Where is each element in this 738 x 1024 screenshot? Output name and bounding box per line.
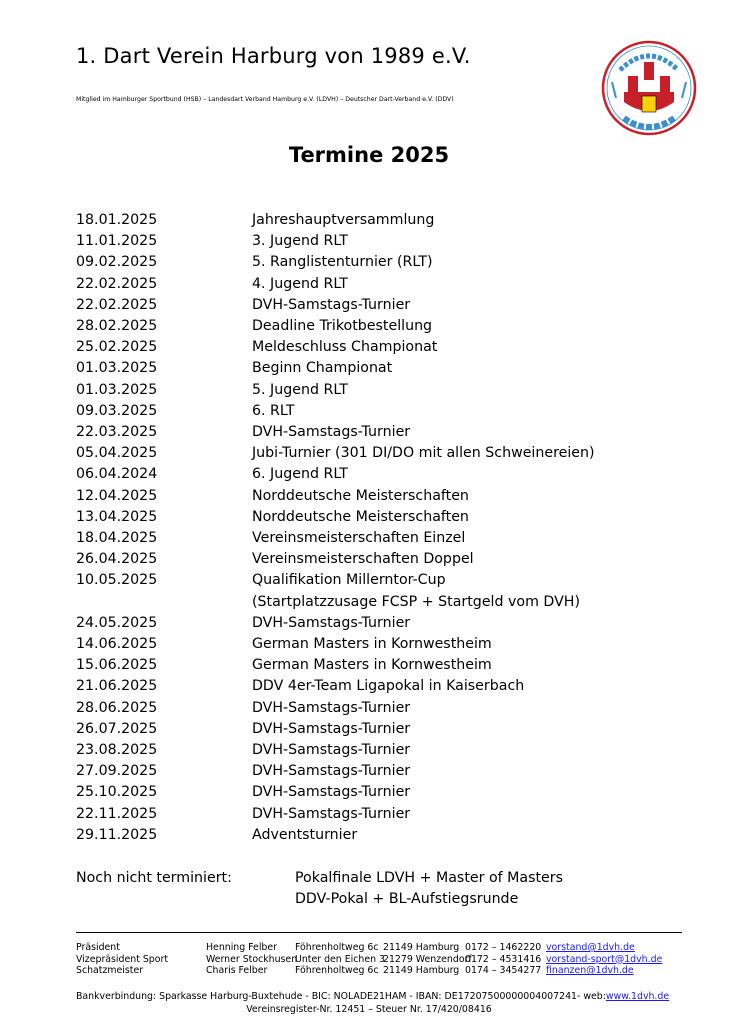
event-date: 01.03.2025	[76, 360, 158, 377]
event-date: 10.05.2025	[76, 572, 158, 589]
board-row	[76, 965, 662, 977]
pending-item: Pokalfinale LDVH + Master of Masters	[295, 870, 563, 886]
event-row	[76, 486, 595, 507]
event-name: 5. Jugend RLT	[252, 381, 348, 398]
event-row	[76, 464, 595, 485]
event-name: DVH-Samstags-Turnier	[252, 805, 411, 822]
event-row	[76, 252, 595, 273]
board-name: Charis Felber	[206, 965, 268, 977]
event-date: 15.06.2025	[76, 657, 158, 674]
event-name: DVH-Samstags-Turnier	[252, 296, 411, 313]
event-name: Beginn Championat	[252, 360, 393, 377]
event-date: 22.11.2025	[76, 805, 158, 822]
event-date: 06.04.2024	[76, 466, 158, 483]
board-role: Schatzmeister	[76, 965, 144, 977]
page-heading: Termine 2025	[288, 143, 450, 167]
board-contacts	[76, 942, 662, 977]
event-name: DDV 4er-Team Ligapokal in Kaiserbach	[252, 678, 525, 695]
event-name: 4. Jugend RLT	[252, 275, 348, 292]
event-date: 14.06.2025	[76, 636, 158, 653]
event-name: Norddeutsche Meisterschaften	[252, 487, 469, 504]
event-row	[76, 761, 595, 782]
event-date: 13.04.2025	[76, 508, 158, 525]
event-list	[76, 210, 595, 846]
event-date: 11.01.2025	[76, 233, 158, 250]
event-date: 18.01.2025	[76, 212, 158, 228]
event-date: 25.02.2025	[76, 339, 158, 356]
event-name: Jahreshauptversammlung	[252, 212, 435, 228]
event-row	[76, 719, 595, 740]
board-email-link[interactable]: finanzen@1dvh.de	[546, 965, 634, 977]
event-date: 26.04.2025	[76, 551, 158, 568]
board-phone: 0174 – 3454277	[465, 965, 542, 977]
event-date: 05.04.2025	[76, 445, 158, 462]
event-row	[76, 507, 595, 528]
event-date: 28.02.2025	[76, 318, 158, 335]
board-row	[76, 954, 662, 966]
event-row	[76, 210, 595, 231]
board-role: Vizepräsident Sport	[76, 953, 169, 965]
event-name: DVH-Samstags-Turnier	[252, 614, 411, 631]
register-info: Vereinsregister-Nr. 12451 – Steuer Nr. 17/420/08416	[246, 1004, 492, 1015]
pending-label: Noch nicht terminiert:	[76, 870, 232, 886]
event-row	[76, 570, 595, 591]
event-date: 09.02.2025	[76, 254, 158, 271]
event-date: 01.03.2025	[76, 381, 158, 398]
event-date: 12.04.2025	[76, 487, 158, 504]
event-row	[76, 613, 595, 634]
event-row	[76, 592, 595, 613]
event-name: (Startplatzzusage FCSP + Startgeld vom DVH)	[252, 593, 580, 610]
event-row	[76, 549, 595, 570]
event-row	[76, 231, 595, 252]
event-row	[76, 698, 595, 719]
event-row	[76, 295, 595, 316]
event-name: DVH-Samstags-Turnier	[252, 784, 411, 801]
board-street: Föhrenholtweg 6c	[295, 965, 379, 977]
board-city: 21149 Hamburg	[383, 942, 460, 953]
board-email-link[interactable]: vorstand@1dvh.de	[546, 942, 635, 953]
event-name: DVH-Samstags-Turnier	[252, 424, 411, 441]
event-row	[76, 443, 595, 464]
club-logo	[600, 40, 698, 136]
event-name: DVH-Samstags-Turnier	[252, 742, 411, 759]
event-name: German Masters in Kornwestheim	[252, 636, 492, 653]
event-row	[76, 528, 595, 549]
event-row	[76, 825, 595, 846]
event-date: 27.09.2025	[76, 763, 158, 780]
event-date	[76, 592, 252, 613]
pending-events	[76, 868, 563, 910]
board-role: Präsident	[76, 942, 120, 953]
board-street: Unter den Eichen 3	[295, 953, 386, 965]
event-name: 6. Jugend RLT	[252, 466, 348, 483]
event-row	[76, 740, 595, 761]
website-link[interactable]: www.1dvh.de	[605, 991, 670, 1002]
event-date: 22.03.2025	[76, 424, 158, 441]
event-date: 22.02.2025	[76, 275, 158, 292]
bank-details	[76, 991, 669, 1004]
event-row	[76, 804, 595, 825]
event-name: Vereinsmeisterschaften Doppel	[252, 551, 474, 568]
board-street: Föhrenholtweg 6c	[295, 942, 379, 953]
event-name: German Masters in Kornwestheim	[252, 657, 492, 674]
footer-divider	[76, 932, 682, 933]
event-row	[76, 358, 595, 379]
event-name: Jubi-Turnier (301 DI/DO mit allen Schweinereien)	[252, 445, 595, 462]
event-date: 26.07.2025	[76, 720, 158, 737]
event-name: DVH-Samstags-Turnier	[252, 720, 411, 737]
event-date: 28.06.2025	[76, 699, 158, 716]
event-name: Vereinsmeisterschaften Einzel	[252, 530, 466, 547]
event-row	[76, 337, 595, 358]
event-name: 5. Ranglistenturnier (RLT)	[252, 254, 433, 271]
board-row	[76, 942, 662, 954]
club-title: 1. Dart Verein Harburg von 1989 e.V.	[76, 44, 471, 68]
event-name: 3. Jugend RLT	[252, 233, 348, 250]
event-date: 29.11.2025	[76, 826, 158, 843]
event-name: Meldeschluss Championat	[252, 339, 438, 356]
board-city: 21279 Wenzendorf	[383, 953, 472, 965]
board-name: Henning Felber	[206, 942, 278, 953]
event-name: Qualifikation Millerntor-Cup	[252, 572, 446, 589]
event-row	[76, 676, 595, 697]
event-name: Adventsturnier	[252, 826, 358, 843]
event-name: DVH-Samstags-Turnier	[252, 699, 411, 716]
event-row	[76, 380, 595, 401]
event-row	[76, 316, 595, 337]
event-row	[76, 401, 595, 422]
event-name: DVH-Samstags-Turnier	[252, 763, 411, 780]
event-date: 24.05.2025	[76, 614, 158, 631]
event-date: 18.04.2025	[76, 530, 158, 547]
event-name: Deadline Trikotbestellung	[252, 318, 433, 335]
bank-text: Bankverbindung: Sparkasse Harburg-Buxtehude - BIC: NOLADE21HAM - IBAN: DE17207500000004007241- web:	[76, 991, 606, 1002]
event-name: Norddeutsche Meisterschaften	[252, 508, 469, 525]
board-name: Werner Stockhusen	[206, 953, 298, 965]
membership-line: Mitglied im Hamburger Sportbund (HSB) – Landesdart Verband Hamburg e.V. (LDVH) – Deutscher Dart-Verband e.V. (DDV)	[76, 96, 454, 103]
event-date: 09.03.2025	[76, 402, 158, 419]
event-date: 21.06.2025	[76, 678, 158, 695]
board-phone: 0172 – 1462220	[465, 942, 542, 953]
event-row	[76, 422, 595, 443]
event-row	[76, 655, 595, 676]
pending-item: DDV-Pokal + BL-Aufstiegsrunde	[295, 891, 519, 908]
event-date: 22.02.2025	[76, 296, 158, 313]
board-email-link[interactable]: vorstand-sport@1dvh.de	[546, 953, 663, 965]
board-city: 21149 Hamburg	[383, 965, 460, 977]
event-row	[76, 782, 595, 803]
event-date: 23.08.2025	[76, 742, 158, 759]
event-name: 6. RLT	[252, 402, 295, 419]
board-phone: 0172 – 4531416	[465, 953, 542, 965]
event-date: 25.10.2025	[76, 784, 158, 801]
event-row	[76, 634, 595, 655]
event-row	[76, 274, 595, 295]
